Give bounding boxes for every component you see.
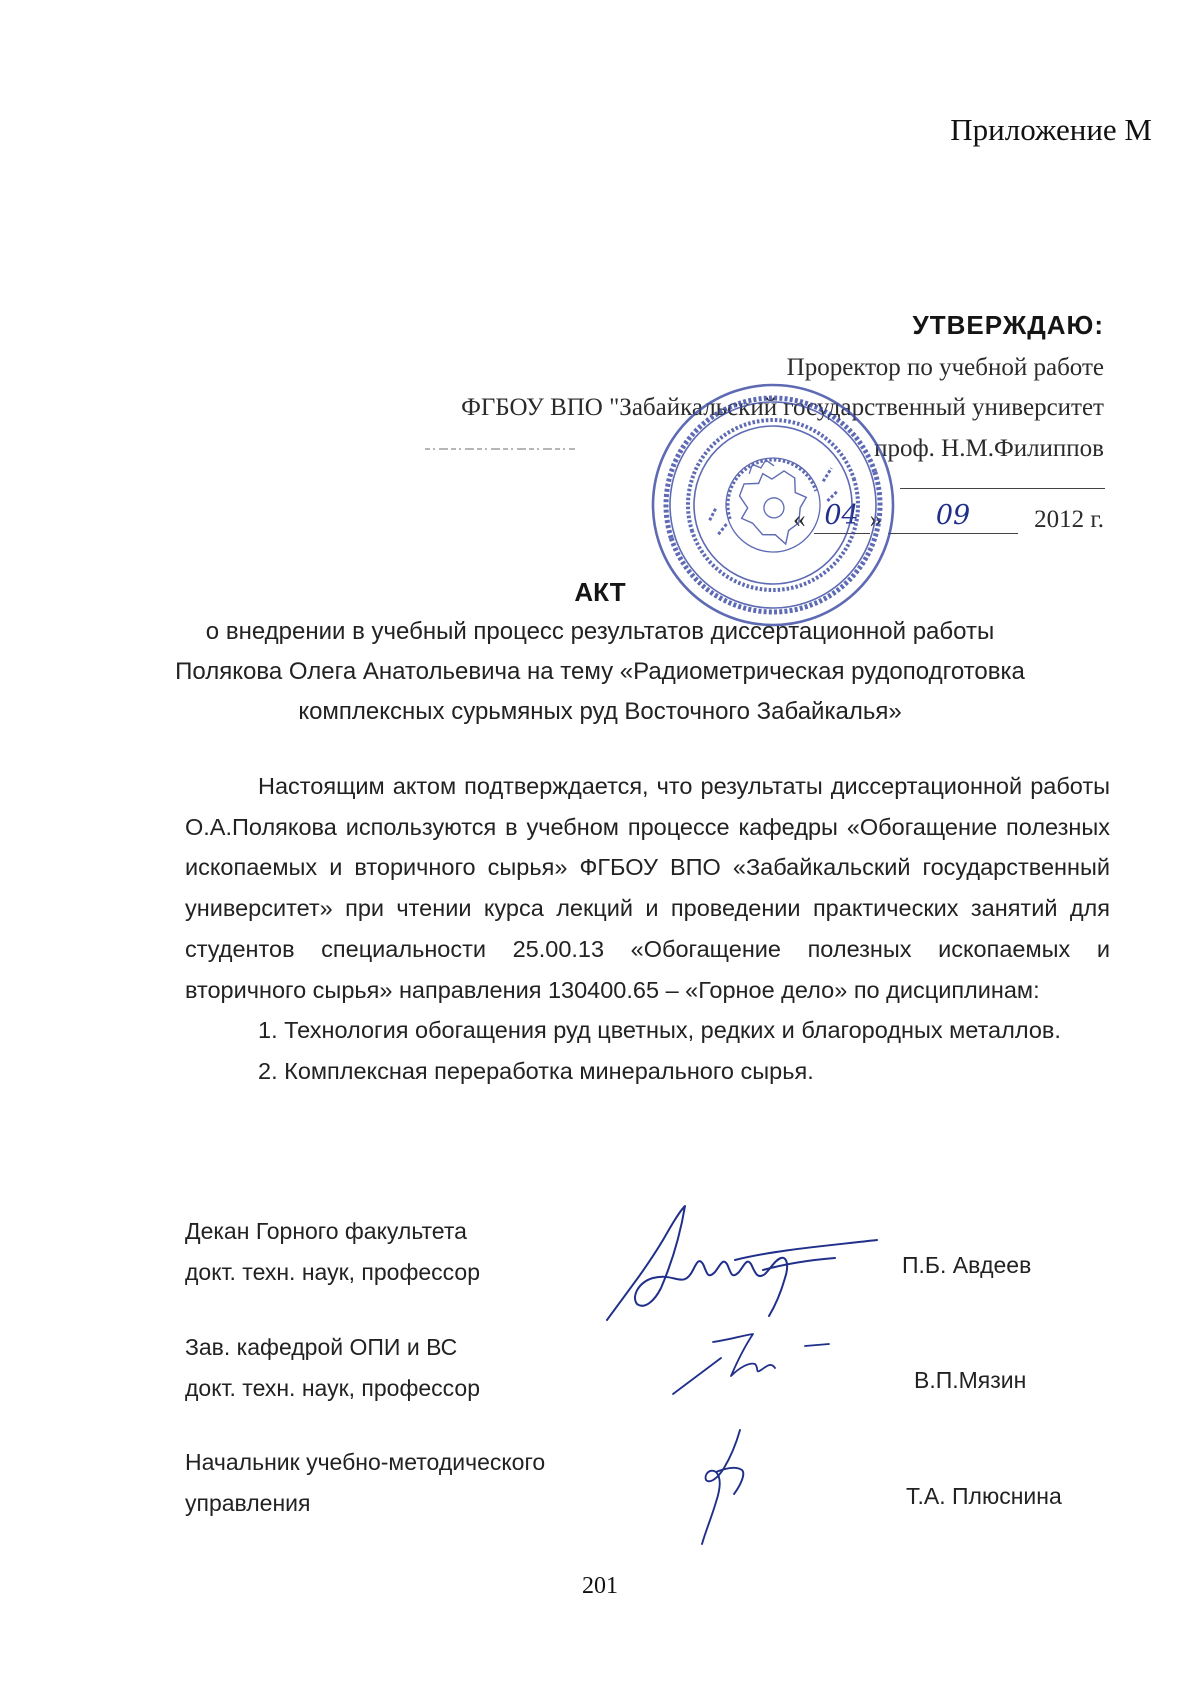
date-close-quote: » bbox=[869, 506, 883, 533]
page-number: 201 bbox=[582, 1573, 618, 1599]
appendix-label: Приложение М bbox=[950, 112, 1152, 147]
approval-signature-line bbox=[900, 488, 1105, 489]
signer-dean-name: П.Б. Авдеев bbox=[902, 1252, 1032, 1278]
signer-head-of-department-title: Зав. кафедрой ОПИ и ВС докт. техн. наук, профессор bbox=[185, 1334, 481, 1401]
discipline-item-2: 2. Комплексная переработка минерального сырья. bbox=[258, 1057, 814, 1084]
approval-position: Проректор по учебной работе bbox=[786, 354, 1104, 381]
signature-plyusnina-icon bbox=[680, 1424, 765, 1549]
date-month-blank bbox=[888, 500, 1018, 534]
act-body-paragraph: Настоящим актом подтверждается, что результаты диссертационной работы О.А.Полякова используются в учебном процессе кафедры «Обогащение полезных ископаемых и вторичного сырья» ФГБОУ ВПО «Забайкальский государственный университет» при чтении курса лекций и проведении практических занятий для студентов специальности 25.00.13 «Обогащение полезных ископаемых и вторичного сырья» направления 130400.65 – «Горное дело» по дисциплинам: bbox=[185, 773, 1110, 1003]
discipline-item-1: 1. Технология обогащения руд цветных, редких и благородных металлов. bbox=[258, 1017, 1061, 1044]
date-open-quote: « bbox=[793, 506, 806, 533]
signer-dean-title: Декан Горного факультета докт. техн. наук, профессор bbox=[185, 1218, 481, 1285]
signature-avdeev-icon bbox=[585, 1200, 885, 1330]
act-subtitle-line-1: о внедрении в учебный процесс результатов диссертационной работы bbox=[205, 618, 995, 645]
date-year: 2012 г. bbox=[1034, 506, 1104, 533]
act-subtitle-line-3: комплексных сурьмяных руд Восточного Забайкалья» bbox=[298, 698, 902, 725]
approval-signatory: проф. Н.М.Филиппов bbox=[874, 435, 1104, 462]
signature-myazin-icon bbox=[665, 1318, 845, 1403]
date-month: 09 bbox=[935, 500, 971, 531]
signer-methodology-head-name: Т.А. Плюснина bbox=[906, 1483, 1062, 1509]
scan-artifact-line bbox=[425, 446, 575, 452]
act-title: АКТ bbox=[574, 577, 626, 607]
act-body bbox=[185, 766, 1110, 1092]
signer-head-of-department-name: В.П.Мязин bbox=[914, 1367, 1027, 1393]
act-subtitle-line-2: Полякова Олега Анатольевича на тему «Радиометрическая рудоподготовка bbox=[175, 658, 1025, 685]
signer-methodology-head-title: Начальник учебно-методического управления bbox=[185, 1449, 546, 1516]
approval-organization: ФГБОУ ВПО "Забайкальский государственный университет bbox=[461, 394, 1104, 421]
approval-title: УТВЕРЖДАЮ: bbox=[912, 310, 1104, 340]
date-day: 04 bbox=[824, 500, 859, 531]
